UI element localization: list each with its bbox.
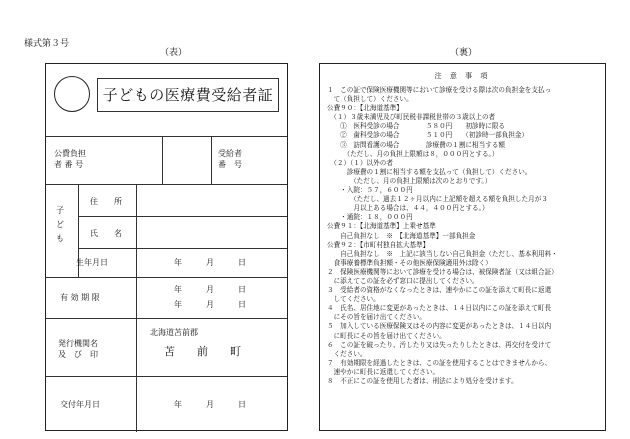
notes-line: に添えてこの証を必ず窓口に提出してください。 <box>327 276 479 285</box>
divider <box>162 136 163 184</box>
divider <box>136 184 137 432</box>
notes-line: （ただし、過去１２ヶ月以内に上記額を超える額を負担した月が３ <box>327 195 548 204</box>
notes-line: ② 歯科受診の場合 ５１０円 （初診時一部負担金） <box>327 131 529 140</box>
notes-line: ８ 不正にこの証を使用した者は、刑法により処分を受けます。 <box>327 377 518 385</box>
divider <box>211 136 212 184</box>
divider <box>78 216 287 217</box>
divider <box>46 318 287 319</box>
notes-line: 速やかに町長に返還してください。 <box>327 367 440 376</box>
notes-list <box>327 86 600 386</box>
child-label: 子 ど も <box>56 206 72 243</box>
issuer-label: 発行機関名 及 び 印 <box>58 339 98 359</box>
notes-line: 公費９２：【市町村独自拡大基準】 <box>327 240 430 249</box>
notes-line: （１）３歳未満児及び町民税非課税世帯の３歳以上の者 <box>327 113 496 122</box>
form-number: 様式第３号 <box>24 39 70 49</box>
notes-line: ・通院：１８，０００円 <box>327 213 413 222</box>
notes-line: にその旨を届け出てください。 <box>327 313 426 322</box>
notes-title: 注 意 事 項 <box>434 72 491 80</box>
divider <box>46 277 287 278</box>
address-label: 住 所 <box>90 197 122 206</box>
certificate-title: 子どもの医療費受給者証 <box>97 78 279 112</box>
front-side-label: （表） <box>160 48 188 58</box>
front-panel <box>45 63 288 431</box>
notes-line: ２ 保険医療機関等において診療を受ける場合は、被保険者証（又は組合証） <box>327 267 558 276</box>
name-label: 氏 名 <box>90 229 122 238</box>
notes-line: 自己負担なし ※ 【北海道基準】一部負担金 <box>327 231 476 240</box>
divider <box>46 184 287 185</box>
notes-line: ・入院：５７，６００円 <box>327 186 413 195</box>
notes-line: （ただし、月の負担上限額は次のとおりです。） <box>327 176 492 185</box>
notes-line: ③ 訪問看護の場合 診療費の１割に相当する額 <box>327 140 506 149</box>
notes-line: 公費９０：【北海道基準】 <box>327 104 403 113</box>
notes-line: ４ 氏名、居住地に変更があったときは、１４日以内にこの証を添えて町長 <box>327 304 552 313</box>
notes-line: してください。 <box>327 295 380 304</box>
birth-date-label: 生年月日 <box>76 258 108 267</box>
stamp-circle <box>54 76 90 112</box>
notes-line: （ただし、月の負担上限額は８，０００円とする。） <box>327 149 499 158</box>
notes-line: ３ 受給者の資格がなくなったときは、速やかにこの証を添えて町長に返還 <box>327 286 552 295</box>
divider <box>46 376 287 377</box>
notes-line: 食事療養標準負担額・その他医療保険適用外は除く） <box>327 258 492 267</box>
notes-line: ① 医科受診の場合 ５８０円 初診時に限る <box>327 122 506 131</box>
birth-date-value: 年 月 日 <box>174 258 246 267</box>
notes-line: （２）（１）以外の者 <box>327 158 393 167</box>
issuer-town: 苫 前 町 <box>164 345 241 358</box>
recipient-number-label: 受給者 番 号 <box>218 149 242 169</box>
back-side-label: （裏） <box>450 48 478 58</box>
notes-line: ７ 有効期限を経過したときは、この証を使用することはできませんから、 <box>327 358 552 367</box>
divider <box>46 136 287 137</box>
validity-label: 有 効 期 限 <box>60 293 100 302</box>
notes-line: 診療費の１割に相当する額を支払って（負担して）ください。 <box>327 167 532 176</box>
notes-line: 自己負担なし ※ 上記に該当しない自己負担金（ただし、基本利用料・ <box>327 249 558 258</box>
back-panel <box>319 63 606 431</box>
notes-line: ５ 加入している医療保険又はその内容に変更があったときは、１４日以内 <box>327 322 552 331</box>
divider <box>78 248 287 249</box>
notes-line: ください。 <box>327 349 367 358</box>
validity-start: 年 月 日 <box>174 285 246 294</box>
notes-line: １ この証で保険医療機関等において診療を受ける際は次の負担金を支払っ <box>327 86 552 94</box>
notes-line: 公費９１：【北海道基準】上乗せ基準 <box>327 222 436 231</box>
issue-date-value: 年 月 日 <box>174 400 246 409</box>
validity-end: 年 月 日 <box>174 300 246 309</box>
notes-line: に町長にその旨を届け出てください。 <box>327 331 446 340</box>
issuer-prefecture: 北海道苫前郡 <box>150 328 198 337</box>
payer-number-label: 公費負担 者 番 号 <box>54 149 86 169</box>
issue-date-label: 交付年月日 <box>60 400 100 409</box>
notes-line: ６ この証を破ったり、汚したり又は失ったりしたときは、再交付を受けて <box>327 340 552 349</box>
notes-line: 月以上ある場合は、４４，４００円とする。） <box>327 204 489 213</box>
notes-line: て（負担して）ください。 <box>327 95 413 104</box>
